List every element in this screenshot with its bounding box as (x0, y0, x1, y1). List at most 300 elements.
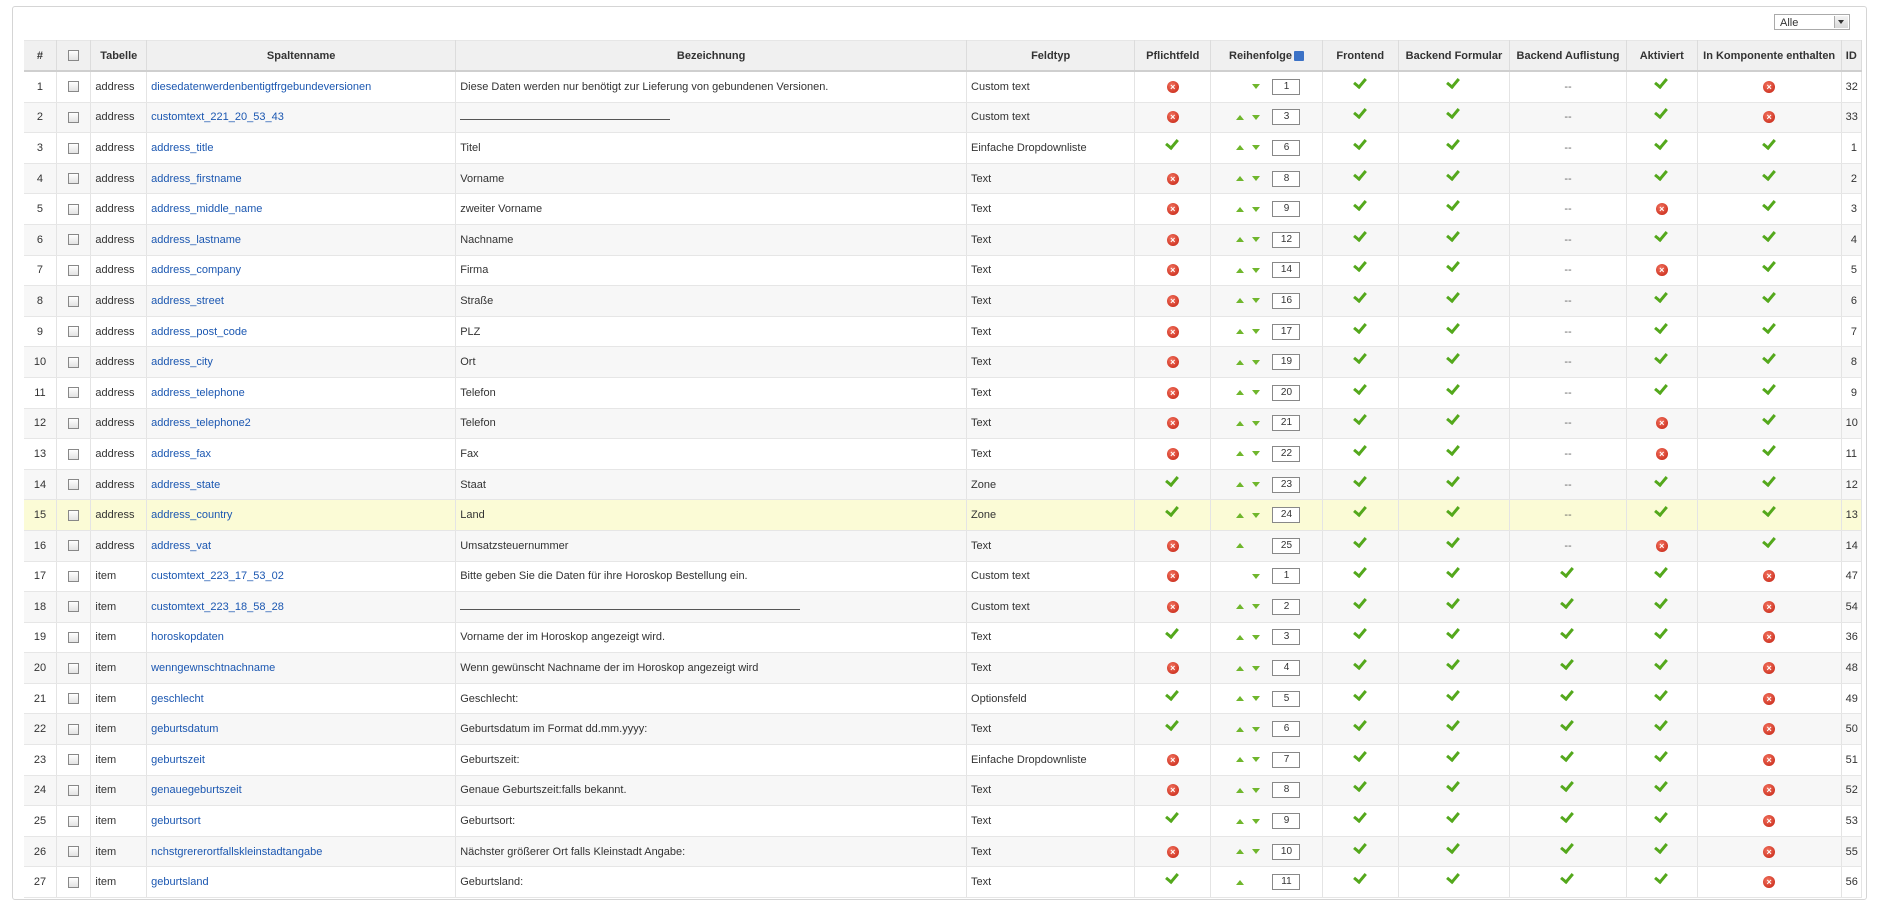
checkmark-icon[interactable] (1447, 170, 1460, 179)
checkmark-icon[interactable] (1166, 690, 1179, 699)
move-up-icon[interactable] (1236, 727, 1244, 732)
backend-form-cell[interactable] (1398, 500, 1509, 531)
in-component-cell[interactable] (1697, 102, 1841, 133)
in-component-cell[interactable] (1697, 836, 1841, 867)
move-up-icon[interactable] (1236, 268, 1244, 273)
checkmark-icon[interactable] (1763, 506, 1776, 515)
frontend-cell[interactable] (1322, 286, 1398, 317)
checkmark-icon[interactable] (1447, 690, 1460, 699)
checkmark-icon[interactable] (1354, 843, 1367, 852)
checkmark-icon[interactable] (1655, 292, 1668, 301)
move-down-icon[interactable] (1252, 421, 1260, 426)
required-cell[interactable] (1135, 653, 1211, 684)
activated-cell[interactable] (1626, 500, 1697, 531)
backend-form-cell[interactable] (1398, 255, 1509, 286)
cross-icon[interactable]: × (1167, 784, 1179, 796)
cross-icon[interactable]: × (1167, 326, 1179, 338)
move-down-icon[interactable] (1252, 604, 1260, 609)
checkmark-icon[interactable] (1354, 384, 1367, 393)
required-cell[interactable] (1135, 316, 1211, 347)
in-component-cell[interactable] (1697, 745, 1841, 776)
required-cell[interactable] (1135, 836, 1211, 867)
activated-cell[interactable] (1626, 775, 1697, 806)
backend-form-cell[interactable] (1398, 714, 1509, 745)
checkmark-icon[interactable] (1354, 781, 1367, 790)
checkmark-icon[interactable] (1166, 812, 1179, 821)
checkmark-icon[interactable] (1447, 751, 1460, 760)
checkmark-icon[interactable] (1763, 139, 1776, 148)
checkmark-icon[interactable] (1166, 476, 1179, 485)
move-up-icon[interactable] (1236, 696, 1244, 701)
backend-form-cell[interactable] (1398, 439, 1509, 470)
activated-cell[interactable] (1626, 408, 1697, 439)
column-name-link[interactable]: nchstgrererortfallskleinstadtangabe (151, 845, 323, 858)
backend-list-cell[interactable] (1510, 561, 1627, 592)
column-name-link[interactable]: genauegeburtszeit (151, 784, 242, 797)
required-cell[interactable] (1135, 224, 1211, 255)
checkmark-icon[interactable] (1561, 720, 1574, 729)
checkmark-icon[interactable] (1447, 323, 1460, 332)
checkmark-icon[interactable] (1763, 292, 1776, 301)
activated-cell[interactable] (1626, 133, 1697, 164)
frontend-cell[interactable] (1322, 836, 1398, 867)
backend-list-cell[interactable] (1510, 867, 1627, 898)
checkmark-icon[interactable] (1354, 139, 1367, 148)
move-down-icon[interactable] (1252, 237, 1260, 242)
cross-icon[interactable]: × (1763, 570, 1775, 582)
in-component-cell[interactable] (1697, 622, 1841, 653)
row-checkbox[interactable] (68, 540, 79, 551)
column-name-link[interactable]: geburtsland (151, 876, 209, 889)
frontend-cell[interactable] (1322, 133, 1398, 164)
checkmark-icon[interactable] (1447, 628, 1460, 637)
cross-icon[interactable]: × (1167, 662, 1179, 674)
checkmark-icon[interactable] (1354, 445, 1367, 454)
activated-cell[interactable] (1626, 224, 1697, 255)
column-header[interactable] (1626, 41, 1697, 72)
in-component-cell[interactable] (1697, 806, 1841, 837)
checkmark-icon[interactable] (1354, 598, 1367, 607)
column-header[interactable] (1697, 41, 1841, 72)
frontend-cell[interactable] (1322, 867, 1398, 898)
move-up-icon[interactable] (1236, 604, 1244, 609)
checkmark-icon[interactable] (1447, 843, 1460, 852)
frontend-cell[interactable] (1322, 377, 1398, 408)
column-name-link[interactable]: geburtsort (151, 815, 201, 828)
checkmark-icon[interactable] (1447, 261, 1460, 270)
checkmark-icon[interactable] (1763, 445, 1776, 454)
move-down-icon[interactable] (1252, 574, 1260, 579)
move-up-icon[interactable] (1236, 421, 1244, 426)
checkmark-icon[interactable] (1655, 812, 1668, 821)
checkmark-icon[interactable] (1561, 781, 1574, 790)
move-down-icon[interactable] (1252, 360, 1260, 365)
column-name-link[interactable]: address_post_code (151, 325, 248, 338)
in-component-cell[interactable] (1697, 316, 1841, 347)
backend-form-cell[interactable] (1398, 836, 1509, 867)
checkmark-icon[interactable] (1354, 261, 1367, 270)
checkmark-icon[interactable] (1655, 78, 1668, 87)
column-name-link[interactable]: diesedatenwerdenbentigtfrgebundeversionen (151, 80, 372, 93)
activated-cell[interactable] (1626, 469, 1697, 500)
checkmark-icon[interactable] (1354, 812, 1367, 821)
checkmark-icon[interactable] (1655, 628, 1668, 637)
checkmark-icon[interactable] (1655, 659, 1668, 668)
column-name-link[interactable]: address_company (151, 264, 241, 277)
checkmark-icon[interactable] (1655, 231, 1668, 240)
checkmark-icon[interactable] (1655, 690, 1668, 699)
column-name-link[interactable]: address_telephone (151, 386, 245, 399)
move-up-icon[interactable] (1236, 666, 1244, 671)
in-component-cell[interactable] (1697, 163, 1841, 194)
backend-form-cell[interactable] (1398, 71, 1509, 102)
backend-form-cell[interactable] (1398, 745, 1509, 776)
row-checkbox[interactable] (68, 877, 79, 888)
save-order-icon[interactable] (1294, 51, 1304, 61)
in-component-cell[interactable] (1697, 377, 1841, 408)
cross-icon[interactable]: × (1167, 754, 1179, 766)
row-checkbox[interactable] (68, 479, 79, 490)
checkmark-icon[interactable] (1447, 445, 1460, 454)
checkmark-icon[interactable] (1447, 720, 1460, 729)
activated-cell[interactable] (1626, 194, 1697, 225)
column-header[interactable] (456, 41, 967, 72)
backend-form-cell[interactable] (1398, 622, 1509, 653)
checkmark-icon[interactable] (1354, 231, 1367, 240)
move-down-icon[interactable] (1252, 727, 1260, 732)
move-up-icon[interactable] (1236, 298, 1244, 303)
in-component-cell[interactable] (1697, 255, 1841, 286)
move-down-icon[interactable] (1252, 451, 1260, 456)
frontend-cell[interactable] (1322, 530, 1398, 561)
order-input[interactable]: 5 (1272, 691, 1300, 707)
in-component-cell[interactable] (1697, 408, 1841, 439)
checkmark-icon[interactable] (1354, 414, 1367, 423)
checkmark-icon[interactable] (1354, 506, 1367, 515)
in-component-cell[interactable] (1697, 71, 1841, 102)
cross-icon[interactable]: × (1167, 234, 1179, 246)
row-checkbox[interactable] (68, 449, 79, 460)
checkmark-icon[interactable] (1447, 873, 1460, 882)
checkmark-icon[interactable] (1354, 200, 1367, 209)
cross-icon[interactable]: × (1763, 815, 1775, 827)
frontend-cell[interactable] (1322, 347, 1398, 378)
backend-list-cell[interactable] (1510, 622, 1627, 653)
column-header[interactable] (24, 41, 56, 72)
cross-icon[interactable]: × (1763, 846, 1775, 858)
move-down-icon[interactable] (1252, 788, 1260, 793)
frontend-cell[interactable] (1322, 592, 1398, 623)
move-down-icon[interactable] (1252, 176, 1260, 181)
frontend-cell[interactable] (1322, 806, 1398, 837)
backend-form-cell[interactable] (1398, 592, 1509, 623)
cross-icon[interactable]: × (1167, 81, 1179, 93)
checkmark-icon[interactable] (1655, 108, 1668, 117)
chevron-down-icon[interactable] (1834, 16, 1848, 28)
required-cell[interactable] (1135, 500, 1211, 531)
checkmark-icon[interactable] (1354, 78, 1367, 87)
move-up-icon[interactable] (1236, 176, 1244, 181)
column-name-link[interactable]: geburtsdatum (151, 723, 219, 736)
required-cell[interactable] (1135, 194, 1211, 225)
column-name-link[interactable]: wenngewnschtnachname (151, 662, 276, 675)
backend-form-cell[interactable] (1398, 530, 1509, 561)
cross-icon[interactable]: × (1167, 846, 1179, 858)
move-up-icon[interactable] (1236, 329, 1244, 334)
cross-icon[interactable]: × (1656, 203, 1668, 215)
checkmark-icon[interactable] (1655, 170, 1668, 179)
move-up-icon[interactable] (1236, 513, 1244, 518)
checkmark-icon[interactable] (1166, 720, 1179, 729)
backend-form-cell[interactable] (1398, 102, 1509, 133)
column-header[interactable] (91, 41, 147, 72)
move-up-icon[interactable] (1236, 819, 1244, 824)
cross-icon[interactable]: × (1656, 417, 1668, 429)
order-input[interactable]: 3 (1272, 109, 1300, 125)
column-name-link[interactable]: address_middle_name (151, 203, 263, 216)
checkmark-icon[interactable] (1561, 812, 1574, 821)
in-component-cell[interactable] (1697, 224, 1841, 255)
order-input[interactable]: 9 (1272, 201, 1300, 217)
column-name-link[interactable]: address_title (151, 141, 214, 154)
move-up-icon[interactable] (1236, 237, 1244, 242)
row-checkbox[interactable] (68, 816, 79, 827)
frontend-cell[interactable] (1322, 622, 1398, 653)
move-down-icon[interactable] (1252, 390, 1260, 395)
row-checkbox[interactable] (68, 724, 79, 735)
checkmark-icon[interactable] (1447, 139, 1460, 148)
checkmark-icon[interactable] (1561, 843, 1574, 852)
required-cell[interactable] (1135, 745, 1211, 776)
checkmark-icon[interactable] (1354, 720, 1367, 729)
row-checkbox[interactable] (68, 234, 79, 245)
row-checkbox[interactable] (68, 693, 79, 704)
frontend-cell[interactable] (1322, 500, 1398, 531)
backend-form-cell[interactable] (1398, 163, 1509, 194)
backend-list-cell[interactable] (1510, 745, 1627, 776)
move-down-icon[interactable] (1252, 329, 1260, 334)
move-up-icon[interactable] (1236, 390, 1244, 395)
required-cell[interactable] (1135, 163, 1211, 194)
order-input[interactable]: 10 (1272, 844, 1300, 860)
cross-icon[interactable]: × (1656, 448, 1668, 460)
order-input[interactable]: 23 (1272, 477, 1300, 493)
backend-form-cell[interactable] (1398, 377, 1509, 408)
checkmark-icon[interactable] (1763, 384, 1776, 393)
cross-icon[interactable]: × (1167, 417, 1179, 429)
column-name-link[interactable]: address_vat (151, 539, 212, 552)
checkmark-icon[interactable] (1447, 78, 1460, 87)
cross-icon[interactable]: × (1167, 203, 1179, 215)
cross-icon[interactable]: × (1763, 876, 1775, 888)
frontend-cell[interactable] (1322, 224, 1398, 255)
backend-form-cell[interactable] (1398, 806, 1509, 837)
cross-icon[interactable]: × (1167, 448, 1179, 460)
required-cell[interactable] (1135, 408, 1211, 439)
activated-cell[interactable] (1626, 745, 1697, 776)
order-input[interactable]: 21 (1272, 415, 1300, 431)
row-checkbox[interactable] (68, 418, 79, 429)
move-up-icon[interactable] (1236, 757, 1244, 762)
activated-cell[interactable] (1626, 439, 1697, 470)
order-input[interactable]: 14 (1272, 262, 1300, 278)
required-cell[interactable] (1135, 714, 1211, 745)
move-down-icon[interactable] (1252, 298, 1260, 303)
activated-cell[interactable] (1626, 286, 1697, 317)
order-input[interactable]: 3 (1272, 629, 1300, 645)
cross-icon[interactable]: × (1167, 540, 1179, 552)
activated-cell[interactable] (1626, 530, 1697, 561)
move-up-icon[interactable] (1236, 543, 1244, 548)
checkmark-icon[interactable] (1447, 781, 1460, 790)
checkmark-icon[interactable] (1447, 812, 1460, 821)
column-name-link[interactable]: address_firstname (151, 172, 242, 185)
row-checkbox[interactable] (68, 143, 79, 154)
checkmark-icon[interactable] (1166, 873, 1179, 882)
in-component-cell[interactable] (1697, 653, 1841, 684)
in-component-cell[interactable] (1697, 469, 1841, 500)
checkmark-icon[interactable] (1447, 567, 1460, 576)
checkmark-icon[interactable] (1561, 659, 1574, 668)
checkmark-icon[interactable] (1354, 751, 1367, 760)
move-down-icon[interactable] (1252, 207, 1260, 212)
order-input[interactable]: 6 (1272, 140, 1300, 156)
checkmark-icon[interactable] (1561, 567, 1574, 576)
required-cell[interactable] (1135, 806, 1211, 837)
in-component-cell[interactable] (1697, 775, 1841, 806)
move-up-icon[interactable] (1236, 360, 1244, 365)
frontend-cell[interactable] (1322, 194, 1398, 225)
checkmark-icon[interactable] (1655, 781, 1668, 790)
cross-icon[interactable]: × (1763, 784, 1775, 796)
backend-form-cell[interactable] (1398, 561, 1509, 592)
activated-cell[interactable] (1626, 806, 1697, 837)
column-name-link[interactable]: address_lastname (151, 233, 241, 246)
row-checkbox[interactable] (68, 632, 79, 643)
required-cell[interactable] (1135, 530, 1211, 561)
move-up-icon[interactable] (1236, 788, 1244, 793)
required-cell[interactable] (1135, 255, 1211, 286)
row-checkbox[interactable] (68, 357, 79, 368)
checkmark-icon[interactable] (1763, 476, 1776, 485)
cross-icon[interactable]: × (1763, 693, 1775, 705)
column-name-link[interactable]: address_telephone2 (151, 417, 251, 430)
order-input[interactable]: 25 (1272, 538, 1300, 554)
checkmark-icon[interactable] (1354, 873, 1367, 882)
row-checkbox[interactable] (68, 326, 79, 337)
order-input[interactable]: 7 (1272, 752, 1300, 768)
checkmark-icon[interactable] (1447, 659, 1460, 668)
checkmark-icon[interactable] (1655, 139, 1668, 148)
order-input[interactable]: 8 (1272, 171, 1300, 187)
backend-form-cell[interactable] (1398, 867, 1509, 898)
checkmark-icon[interactable] (1561, 598, 1574, 607)
cross-icon[interactable]: × (1167, 601, 1179, 613)
checkmark-icon[interactable] (1763, 200, 1776, 209)
checkmark-icon[interactable] (1354, 170, 1367, 179)
move-down-icon[interactable] (1252, 757, 1260, 762)
cross-icon[interactable]: × (1167, 356, 1179, 368)
checkmark-icon[interactable] (1447, 231, 1460, 240)
frontend-cell[interactable] (1322, 561, 1398, 592)
in-component-cell[interactable] (1697, 500, 1841, 531)
checkmark-icon[interactable] (1655, 720, 1668, 729)
backend-form-cell[interactable] (1398, 347, 1509, 378)
column-name-link[interactable]: address_country (151, 509, 233, 522)
in-component-cell[interactable] (1697, 592, 1841, 623)
checkmark-icon[interactable] (1561, 873, 1574, 882)
checkmark-icon[interactable] (1655, 598, 1668, 607)
column-name-link[interactable]: geschlecht (151, 692, 204, 705)
checkmark-icon[interactable] (1655, 506, 1668, 515)
frontend-cell[interactable] (1322, 653, 1398, 684)
row-checkbox[interactable] (68, 510, 79, 521)
checkmark-icon[interactable] (1447, 108, 1460, 117)
backend-form-cell[interactable] (1398, 775, 1509, 806)
order-input[interactable]: 2 (1272, 599, 1300, 615)
required-cell[interactable] (1135, 592, 1211, 623)
activated-cell[interactable] (1626, 377, 1697, 408)
activated-cell[interactable] (1626, 867, 1697, 898)
order-input[interactable]: 24 (1272, 507, 1300, 523)
in-component-cell[interactable] (1697, 347, 1841, 378)
move-up-icon[interactable] (1236, 849, 1244, 854)
frontend-cell[interactable] (1322, 255, 1398, 286)
required-cell[interactable] (1135, 469, 1211, 500)
frontend-cell[interactable] (1322, 408, 1398, 439)
frontend-cell[interactable] (1322, 775, 1398, 806)
row-checkbox[interactable] (68, 571, 79, 582)
row-checkbox[interactable] (68, 173, 79, 184)
order-input[interactable]: 16 (1272, 293, 1300, 309)
required-cell[interactable] (1135, 347, 1211, 378)
checkmark-icon[interactable] (1354, 108, 1367, 117)
required-cell[interactable] (1135, 377, 1211, 408)
checkmark-icon[interactable] (1447, 384, 1460, 393)
in-component-cell[interactable] (1697, 561, 1841, 592)
column-header[interactable] (967, 41, 1135, 72)
checkmark-icon[interactable] (1447, 506, 1460, 515)
cross-icon[interactable]: × (1167, 173, 1179, 185)
activated-cell[interactable] (1626, 102, 1697, 133)
frontend-cell[interactable] (1322, 316, 1398, 347)
order-input[interactable]: 9 (1272, 813, 1300, 829)
activated-cell[interactable] (1626, 163, 1697, 194)
row-checkbox[interactable] (68, 296, 79, 307)
checkmark-icon[interactable] (1655, 567, 1668, 576)
in-component-cell[interactable] (1697, 530, 1841, 561)
row-checkbox[interactable] (68, 601, 79, 612)
checkmark-icon[interactable] (1447, 292, 1460, 301)
checkmark-icon[interactable] (1655, 751, 1668, 760)
backend-list-cell[interactable] (1510, 836, 1627, 867)
row-checkbox[interactable] (68, 265, 79, 276)
checkmark-icon[interactable] (1354, 353, 1367, 362)
cross-icon[interactable]: × (1763, 631, 1775, 643)
column-name-link[interactable]: horoskopdaten (151, 631, 224, 644)
activated-cell[interactable] (1626, 592, 1697, 623)
backend-list-cell[interactable] (1510, 806, 1627, 837)
checkmark-icon[interactable] (1763, 231, 1776, 240)
cross-icon[interactable]: × (1763, 111, 1775, 123)
move-down-icon[interactable] (1252, 268, 1260, 273)
required-cell[interactable] (1135, 286, 1211, 317)
row-checkbox[interactable] (68, 663, 79, 674)
cross-icon[interactable]: × (1763, 754, 1775, 766)
checkmark-icon[interactable] (1763, 353, 1776, 362)
in-component-cell[interactable] (1697, 867, 1841, 898)
move-down-icon[interactable] (1252, 696, 1260, 701)
